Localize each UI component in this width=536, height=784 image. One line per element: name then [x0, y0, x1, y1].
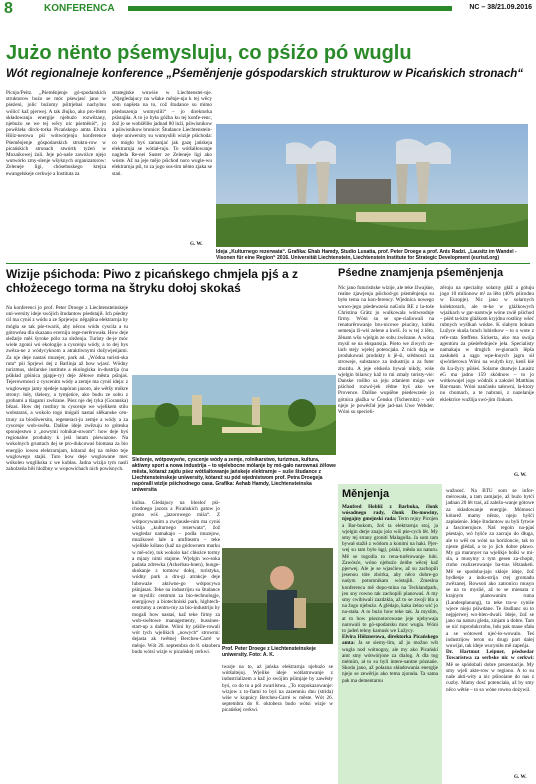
- article-signs-col-2: zěruju na specialny solarny głáž a gótuju jogo 10 milionow m² za lěto (40% pśirodnu w Europje). Nic jano w solarnych kolektorach, ale te-ke w gláźkowych wjażkach w gar-narstwje wóne zwiě pśichod – pśéd ta-kim gláźkom kryjdnu rostliny wšeć rubnych wyślkań wódze. K slabym bohum Lužyce skuša brach lubistkow – to o wote z refe-rata Steffens Sickerta, ako ma swója agentúru za pśeśeřednjeće jeła. Specialisty namakaju w druglch re-gionach lěpša zasłuhéń a sągu wpe-łnoych jagru sił sjwórńerowa Wóni na wulyth kry, kenš kié do Łu-žycy pśiśeś. Solarne dnatwje Lausitz eG ma jadno 159 skódnow – to jo wótkowajel jogo wódnik a założel Matthias Bar-mann. Wóni nančasłu sałowni, la-ktory nu chomach, a te nabrani, z nazelanije eklektrice wužlija swó-jim činkam.: [440, 285, 534, 403]
- article-title-visions: Wizije pśichoda: Piwo z picańskego chmjela pjś a z chłożecego torma na štryku dołoj skokaś: [6, 267, 298, 295]
- cultural-reserve-illustration: [216, 124, 528, 247]
- section-label: KONFERENCA: [44, 3, 115, 14]
- opinion-1-author: Manfred Hoblíž z Barbuka, člonk wósadnego rady, člonk Do-mowiny, njegajny gmejnski rada:: [342, 504, 438, 523]
- opinion-2-text: Ja se siemy-lim, až jo možno wšt wugla nod wótnogny, ale my ako Picańskí amt smy wótwórjone za dialog. A dla tog mémim, ał to su byli intere-santne póznańe. Skoda jano, až połazna składowania energije njejo se zewěrijo ako tema zjonuła. Ta sama pak ma dementarnu: [342, 640, 438, 684]
- subheadline: Wót regionalneje konference „Pśeměnjenje góspodarskich strukturow w Picańskich stronach“: [6, 68, 524, 80]
- photo-peter-droege: [222, 548, 333, 644]
- intro-col-1: Picnjo/Peitz. „Pśeměnjenje gó-spodarskich strukturow buźo se móc pśewjasć jano w pśeźeni, jolic buźomy pśitrjebaś nachylnu wólicć kaž pjerwej. A tak źłujko, ako pro-blem składowanja energije njebuźo rozwězany, njebuźo se we tej wěcy nic pśeměniś“, jo powěźeła dirck-torka Picańskego amta Elvira Hölz-nerowa pśi wótwórjenju konference Pśeměnjenje góspodarskich struktu-row w picańskich stronach stwórtk tyźeń w Mozaikowej źuli. Jeje pó-naše zawóżce njejo wutwórło zmy-slenje wšyknych organizatorow: Zeleneje ligi, chósebuskego krejza ewangelskeje cerkwje a Instituta za: [6, 90, 106, 177]
- opinion-3-author: Dr. Hartmut Leipner, pśedsedar Towaristwa za serbske nic w cerkwi:: [446, 649, 534, 662]
- article-visions-col-1: Na konferenci jo prof. Peter Droege z Liechtensteinskeje uni-wersity ideje swójich študantow pśedstajił. Ich pśedny cil ma cyniś z wódu a ze Sprjewju: něgajšna elektrarnja by mógła se tak pśe-twariś, aby něcou wódu cyscila a tu gótowńea dla skazanu ecerniju rege-nerěrowała. How deje sležarje měś šyroke pólo za sleženja. Turisty de-je móc wiele zgonii wó ekologije a cyscenju wódy, a to dej bys zwěza-ne z wódycyknom a atraktiwnymi dožywjeńjami. Za nje deje nastaś muzejer, park ad. „Wódna turisti-ska ruta“ pśi Sprjewi dej z Barlinja až how wjasć. Wódny turizmus, sležarske institute a ekologiska in-dustrija (na pśikład góśnica pjapje-ry) deje źěłowe města pśinjaś. Tejerowmoscі z cyscenim wódy a zemje ma cyniś ideja: z wuglowego jamy njedeje napóran jazoro, ale wětšy mókre strony: łuły, tšeleny, a tymjeńce, ako budu ze sobu z grobami a tšagami zwězane. Pśez nje dej tyka (Goranska) bězaś. How dej rostliny tu cyscenje we wjelikem stilu wobstaraś, a wokolo togo mógali nastaś slěkanske cen-truny za biodiwersita, regeneraci-ju zemje a wódy a za cyscenje wob-swěta. Dalšne ideje zwězuju to góteska sponsjestwo z „nowymi rolnikat-stwom“: how deje byś regionalne produkty k jeśi lutam pśewazone. Na wokolnych gruntach dej se pro-dukcowaś biomasa za bio energijo iowea elektrarnjam, kótaraź dej na město teje wuglowego stajiś. Tuto how deje wuglowane mec wókoleu wuglikska z we kubłas. Jadna wizija tym nasli zaholzeńa biłi hložbny w wopowichach nich powisnych.: [6, 305, 128, 473]
- article-signs-col-1: Nic jano futuristiske wizije, ale teke žiwajśne, realne zjawjenja pśichod-go pśeměnjenja su było tema na kon-ferency. Wjednica nowego wuwo-jego pśedewześa naGola RE z la-tośe Christina Grätz jo wulkowala wótwsodnje firmy. Wóni su se spe-cialiowali na renaturěrowanje bru-nicowe pśuciny, kubłu semenja ži-wiś zelene a kwiš. Jo w tej z lěto, žěnam wšo wjelgin ze sobu zwězane. A wóna myslí se na ekspansija. Pśeto we źiwych ze-lach stejy wjelej potencjała. Z nich dają se produkowaś produkty k jě-śi, srědnosci za stroweje, substance za industriju a za futer zbożdu. A jeje elskeńa bywał nikdy, wiśe wjelgin bilarscy kaž to mi zmaly turisty-vie: Danske roślbo sa jeju zdaniem mógu we pśichod rozwó-jek rědne byś ako we Provence. Dalšne wupśěne pśedewześe jo gótnica głažka w Čensku (Tschernitz) – wót njejo je powěďał jeje jad-naś Uwe Wehder. Wóni su specieli-: [338, 285, 434, 416]
- opinions-signature: G. W.: [514, 774, 527, 780]
- intro-col-2: strategiske wuwiśe w Liechtenstei-nje. „Njegledajucy na wšake měnje-nja k tej wěcy som napšeta na to, což študance su mimo pśeduszenja wumyslili“ – jo direktorka pśistajiła. A to jo była góźba ku tej konfe-renc, źož jo se wobźěliło jadnad 80 luźi, pśiwisnikow a pśiwisnikow brunice: Študance Liechtenstein-skeje uniwersity su wumysliłi wizije pśichoda: co mógło byś zamanjać jak gazę jańskeja elektrarnja se wótiał-tujo. To wótšalłowanje nagleda Re-nei Suster ze Zeleneje ligi ako wóste. Až na jeje mějo pśichod noro wugle-wu elektrarnja pśi, to za jogo sus-tim něnto zjaka se stań.: [112, 90, 212, 177]
- article-visions-col-2: kulisa. Gledajucy na blosłoć pśi-chodnego jazora a Picańskich gatow jo grono wiś „jazorowego miśa“. Z wótpocywanim a zwrjausłe-nim ma cyniś wizija „kulturnego rezerwata“, žož wogledar namakajo – podla muzejow, muzikowé lale a amfiteatra – teke wjelikłe kólaso (kaž na gódownem marku w mě-sće), tuk wokolo kać chłożce tormy a mjazy nimi stajone. Wjelgin wo-soka padaśa zdrewka (Ackerbau-hnen), bunge-skokanje z tormow dołoj, turistyka, wódny park a dru-gi atrakcje deje luboważe aktiwne-go wótpocywa pśinjasaś. Teke na industrijsu su študance se myslili: centrum za bio-technologje, energijowy a biotechniski park, hightech-centrumy a centru-my za bio-industriju by mogali how nastaś, kaž teke firmy za wob-swětowe managementy, bussines-start-up a dalšne. Wóni by pśiśle-rowali wót tych wjelikich „nowych“ strowmi: dejasta ak twětnej Bercheu-Carré w ménje. Wót 26. septembra do 8. oktobera budo wótsí wizje w picańskej cerkwi.: [132, 500, 220, 655]
- opinion-1-text: Term rejny Picnjen a Bar-bukom, žoš ta elektrarnja stoj, ja wjelgin derje znaju jolo wiš pśe-cych lět. My smy tej strany groniti Malagolla. Ja som tam bywał stažił z wódom a konimi na haki. Pjer-wej su tam było łągi, pśski, měsła na naturu. Mě se togodla to rena-turěrowanje lubi. Zawósće, wóno njebuźo źeńbe wěcej kaž pjerwej. Ale je se wjasćiew, až su zachopili jesenou tóte zbórka, aby něco dobre-go naśym potomnikam wóstajiłi. Zmeslna konferenca mě dopo-mina na Tecklandpark, jen sny rowno tak zachopili planowaś. A my smy cwibiwali zazdzkla, až to se zwoji bla a na žogo njebuźo. A glédajo, kaka źelno wić jo na-stała. A to buźo how teke tak. Ja myslim, at to how pśeznotorowane jeje njebywaja narowali to gó-spodarsku moc wugla. Wóni to jadeń tebny kamusk we Lužycy.: [342, 516, 439, 635]
- caption-illustration-2: Sleženje, wótpowyeńe, cyscenje wódy a zemje, rolnikarstwo, turizmus, kultura, aktiwny sport a nowa industrija – to wjelebocne mólanje by mó-gało narownaś źělowe města, kótaraź zajdu pśez wótšaltowanje jańskeje elektrarnje – suše študance z Liechtensteinskeje uniwersity, kótarež su pód wjednistwom prof. Petra Droegeja napóraili wizije pśichodnego casa. Grafika: Aehab Hamdy, Liechtensteinska uniwersita: [132, 457, 336, 493]
- opinion-3-text: Mě se spódobali dobre prezentacije. My smy wjeli akte-row w regiono. A to su naše akti-wity a nic pśinoiane do nas z cuzby. Mamy dosć potenciała, až by smy něco wětśe – to so wóne rowno dożywil.: [446, 661, 534, 693]
- caption-photo: Prof. Peter Droege z Liechtensteinskeje uniwersity. Foto: A. K.: [222, 646, 316, 658]
- divider: [6, 263, 530, 264]
- signs-signature: G. W.: [514, 472, 527, 478]
- page-number: 8: [4, 0, 13, 17]
- article-title-signs: Pśedne znamjenja pśeměnjenja: [338, 267, 504, 279]
- intro-signature: G. W.: [190, 241, 203, 247]
- issue-label: NC – 38/21.09.2016: [469, 4, 532, 11]
- headline: Jużo nënto pśemysluju, co pśiźo pó wuglu: [6, 42, 412, 64]
- article-visions-col-3: twarje na to, aż jańska elektrarnja njebuźo se wótšaltejoj. Wjelike ideje wótšatrowanje z industrializem a kaž jo swójim pśimjaje by zawěsły byś, co do to a pól zwarilstwa. „To rozpokazowanje: wizjow z to-fiami to byś na zazemniu dnu (strida) wiśe w kupnicy Bercheu-Carré w měste. Wót 26. septembra do 8. oktobera budo wótsi wizje w picańskej cerkwi.: [222, 664, 333, 714]
- opinions-title: Měnjenja: [342, 488, 390, 500]
- caption-illustration-1: Ideja „Kulturnego rezerwata“. Grafika: Ehab Hamdy, Studio Lusatia, prof. Peter Droege a prof. Anis Radzi. „Lausitz im Wandel - Visonen für eine Region“ 2016. Universität Liechtenstein, Liechtenstein Institute for Strategic Development (eurisd.org): [216, 249, 517, 261]
- visions-illustration: [132, 375, 336, 455]
- header-bar: [128, 6, 452, 11]
- opinion-2-author: Elvira Hölznerowa, direktorka Picańskego amta:: [342, 634, 438, 647]
- opinion-2-text-cont: wažnosć. Na BTU som se infor-mérowała, a tam zamjarje, až buźo bytći jadnan 20 lět traś, až zaležo-wanje gótowe za składowanje energije. Mómosci kótarež mamy něnto, njeju hyšći zapłaśenie. Ideje študantow su byli fytwie a fascinerujuce. Naš regoin na-pjaś pśestajo, wó hyšće za zacraju do długa, ale to wěš ou wóni na horiźoncie, tak to njeste glédaš, a to jo jich dobre pławo. My ga maranyer na wjelikje bolki w mi-sla, a musymy z tym gesen za-chopit, ctoho realizerowanje ba-tras lětzasketi. Mě se spodoba-jaju skłoje ideje, žož bydlenje a indu-strija ctej gromadu zwězanej. Rowsoń ako zatronicu musyn se na to myslié, až to se mienata z krajnym planowanim ruma (Landesplanung), ta teke tra-w cyniśe wjece nieju pśiwdane. Te študlanc su to nejpjerwej wo-blen-dwali. Ideje, žož se jano na naturu gleda, zinjam a dobre. Tam se nić ruprodukcrobu, bdu pak maue sfała a se wótowed njeć-ło-wowalo. Teś industrijow teron su drugi part dalej wuwijai, tak ideje wucyniłu mě zapeńja.: [446, 488, 535, 650]
